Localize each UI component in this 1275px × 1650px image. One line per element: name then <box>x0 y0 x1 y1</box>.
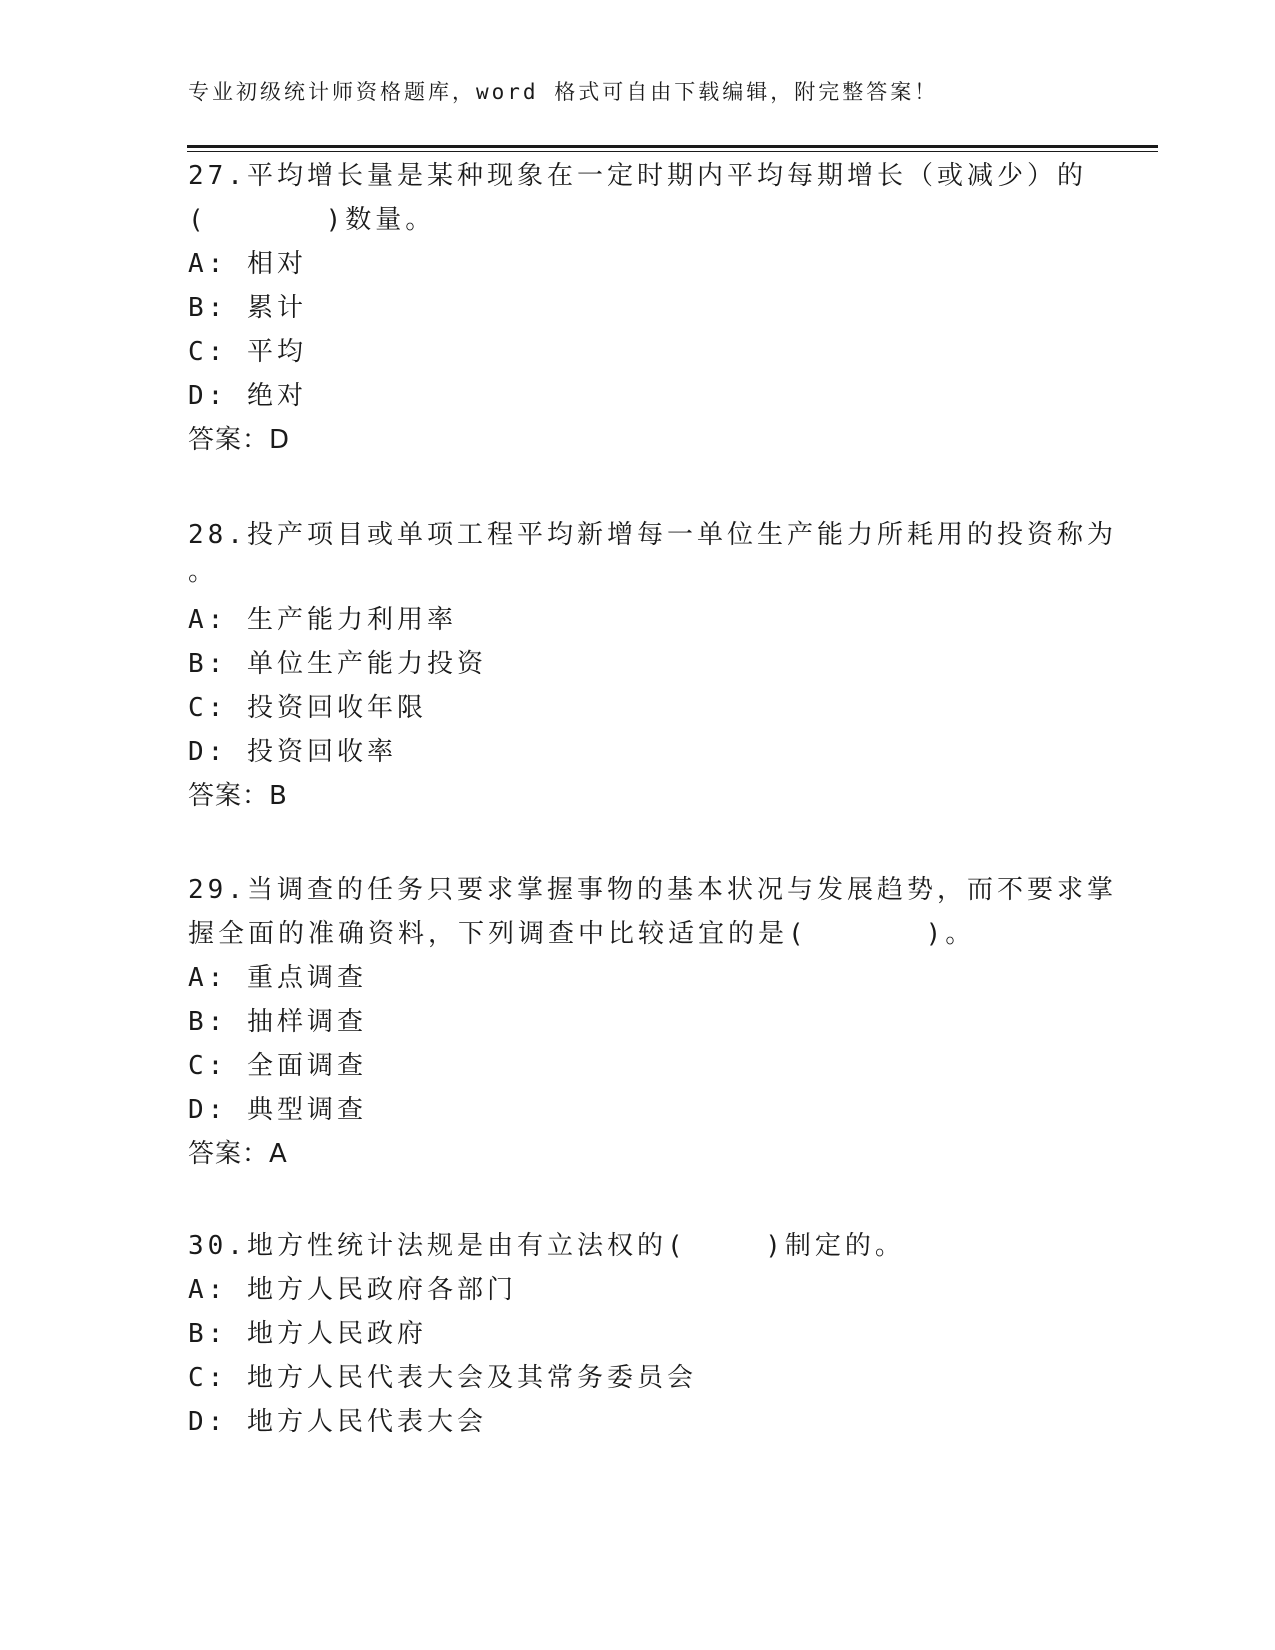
question-30-option-d: D: 地方人民代表大会 <box>188 1407 487 1437</box>
header-rule-thick <box>187 145 1158 148</box>
question-28-answer: 答案：B <box>188 781 288 811</box>
question-27-option-c: C: 平均 <box>188 337 307 367</box>
question-28-stem-line-1: 28.投产项目或单项工程平均新增每一单位生产能力所耗用的投资称为 <box>188 520 1117 550</box>
question-28-option-a: A: 生产能力利用率 <box>188 605 457 635</box>
document-header: 专业初级统计师资格题库，word 格式可自由下载编辑，附完整答案！ <box>188 80 939 104</box>
question-29-stem-line-2: 握全面的准确资料，下列调查中比较适宜的是( )。 <box>188 919 976 949</box>
question-28-stem-line-2: 。 <box>188 557 219 587</box>
question-30-stem-line-1: 30.地方性统计法规是由有立法权的( )制定的。 <box>188 1231 905 1261</box>
question-28-option-b: B: 单位生产能力投资 <box>188 649 487 679</box>
question-29-option-d: D: 典型调查 <box>188 1095 367 1125</box>
question-27-option-a: A: 相对 <box>188 249 307 279</box>
question-30-option-b: B: 地方人民政府 <box>188 1319 427 1349</box>
question-27-answer: 答案：D <box>188 425 291 455</box>
question-27-option-b: B: 累计 <box>188 293 307 323</box>
question-28-option-c: C: 投资回收年限 <box>188 693 427 723</box>
header-rule-thin <box>187 151 1158 152</box>
question-27-option-d: D: 绝对 <box>188 381 307 411</box>
question-29-option-b: B: 抽样调查 <box>188 1007 367 1037</box>
question-30-option-a: A: 地方人民政府各部门 <box>188 1275 517 1305</box>
question-29-option-c: C: 全面调查 <box>188 1051 367 1081</box>
question-28-option-d: D: 投资回收率 <box>188 737 397 767</box>
question-29-answer: 答案：A <box>188 1139 288 1169</box>
question-29-option-a: A: 重点调查 <box>188 963 367 993</box>
question-29-stem-line-1: 29.当调查的任务只要求掌握事物的基本状况与发展趋势，而不要求掌 <box>188 875 1117 905</box>
question-30-option-c: C: 地方人民代表大会及其常务委员会 <box>188 1363 697 1393</box>
question-27-stem-line-2: ( )数量。 <box>188 205 436 235</box>
question-27-stem-line-1: 27.平均增长量是某种现象在一定时期内平均每期增长（或减少）的 <box>188 161 1087 191</box>
